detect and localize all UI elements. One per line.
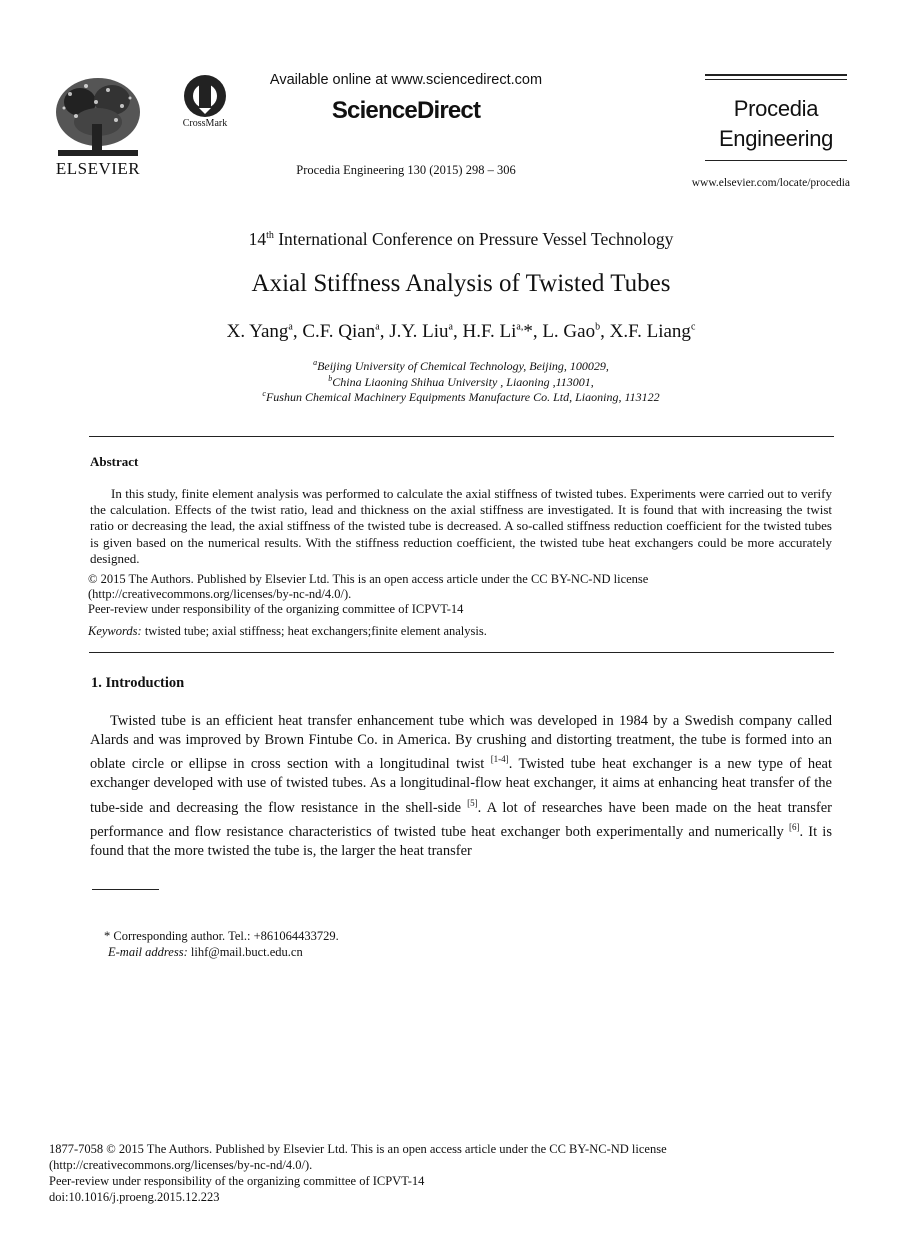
journal-name-line1: Procedia [733,96,819,121]
citation-ref[interactable]: [5] [467,797,478,808]
footer-peer-review: Peer-review under responsibility of the organizing committee of ICPVT-14 [49,1174,425,1188]
author: C.F. Qian [302,321,376,342]
author: H.F. Li [462,321,517,342]
publisher-name: ELSEVIER [55,159,141,178]
license-link[interactable]: (http://creativecommons.org/licenses/by-nc-nd/4.0/). [88,587,352,601]
journal-rule-top-thin [705,79,847,80]
email-line: E-mail address: lihf@mail.buct.edu.cn [108,945,303,959]
abstract-text: In this study, finite element analysis was performed to calculate the axial stiffness of twisted tubes. Experiments were carried out to verify the calculation. Effects of the twist ratio, lead and thickness on the axial stiffness are investigated. It is found that with increasing the twist ratio or decreasing the lead, the axial stiffness of the twisted tube is decreased. A so-called stiffness reduction coefficient for the twisted tubes is given based on the numerical results. With the stiffness reduction coefficient, the twisted tube heat exchangers could be more accurately designed. [90,486,832,566]
footnote-rule [92,889,159,890]
footer-license-link[interactable]: (http://creativecommons.org/licenses/by-nc-nd/4.0/). [49,1158,313,1172]
paper-title: Axial Stiffness Analysis of Twisted Tubes [251,270,671,297]
citation-ref[interactable]: [6] [788,821,800,832]
conference-name: 14th International Conference on Pressure Vessel Technology [248,229,674,249]
divider [89,652,834,653]
journal-url-link[interactable]: www.elsevier.com/locate/procedia [691,177,850,189]
author-list: X. Yang$^a$, C.F. Qian$^a$, J.Y. Liu$^a$, H.F. $Li^{a,}*$, L. Gao$^b$, X.F. Liang$^c$ [226,321,696,342]
affiliation: $^b$China Liaoning Shihua University , Liaoning ,113001, [328,374,594,389]
journal-logo [705,94,847,154]
footer-issn-license: 1877-7058 © 2015 The Authors. Published by Elsevier Ltd. This is an open access article under the CC BY-NC-ND license [49,1142,667,1156]
copyright-notice: © 2015 The Authors. Published by Elsevier Ltd. This is an open access article under the CC BY-NC-ND license [88,572,649,586]
author: X. Yang [226,321,289,342]
available-online-text: Available online at www.sciencedirect.com [269,72,543,88]
peer-review-note: Peer-review under responsibility of the organizing committee of ICPVT-14 [88,602,464,616]
author: J.Y. Liu [389,321,449,342]
author: X.F. Liang [609,321,691,342]
journal-name-line2: Engineering [718,126,834,151]
abstract-heading: Abstract [90,454,139,469]
divider [89,436,834,437]
journal-rule-bottom [705,160,847,161]
crossmark-label: CrossMark [182,118,228,129]
footer-doi[interactable]: doi:10.1016/j.proeng.2015.12.223 [49,1190,220,1204]
corresponding-author: * Corresponding author. Tel.: +861064433729. [104,929,339,943]
keywords: Keywords: twisted tube; axial stiffness; heat exchangers;finite element analysis. [88,624,487,638]
author: L. Gao [542,321,596,342]
sciencedirect-logo[interactable]: ScienceDirect [331,97,481,124]
affiliation: $^a$Beijing University of Chemical Technology, Beijing, 100029, [313,358,609,373]
introduction-paragraph: Twisted tube is an efficient heat transfer enhancement tube which was developed in 1984 by a Swedish company called Alards and was improved by Brown Fintube Co. in America. By crushing and distorting treatment, the tube is formed into an oblate circle or ellipse in cross section with a longitudinal twist [1-4]. Twisted tube heat exchanger is a new type of heat exchanger developed with use of twisted tubes. As a longitudinal-flow heat exchanger, it aims at enhancing heat transfer of the tube-side and decreasing the flow resistance in the shell-side [5]. A lot of researches have been made on the heat transfer performance and flow resistance characteristics of twisted tube heat exchanger both experimentally and numerically [6]. It is found that the more twisted the tube is, the larger the heat transfer [90,713,832,859]
section-heading: 1. Introduction [91,675,185,691]
journal-rule-top [705,74,847,76]
affiliation: $^c$Fushun Chemical Machinery Equipments Manufacture Co. Ltd, Liaoning, 113122 [262,389,660,404]
journal-citation: Procedia Engineering 130 (2015) 298 – 306 [296,163,516,177]
email-link[interactable]: lihf@mail.buct.edu.cn [187,945,303,959]
citation-ref[interactable]: [1-4] [490,754,509,765]
